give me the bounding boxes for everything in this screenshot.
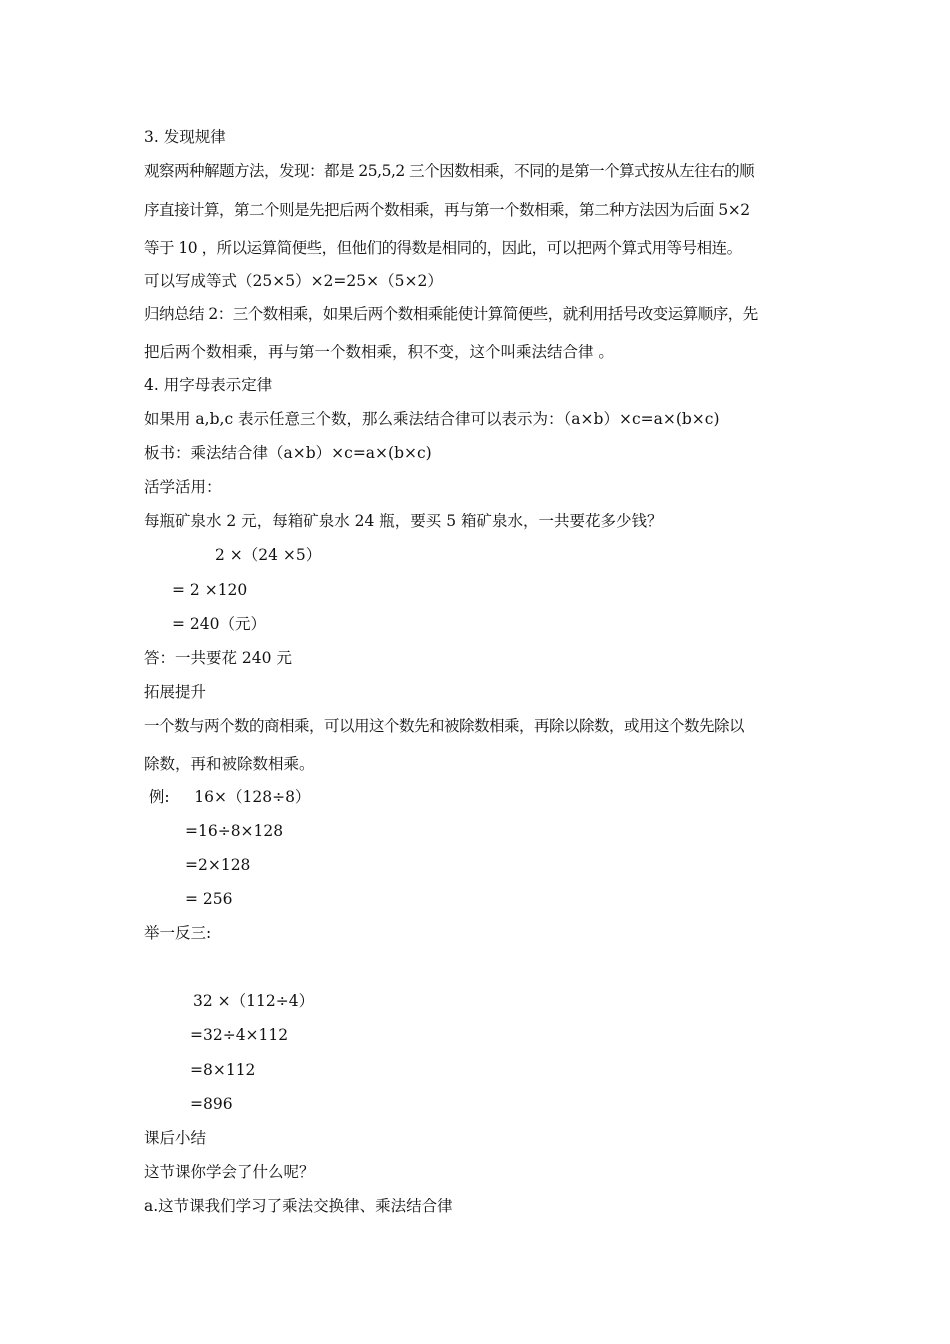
example-line: 例: 16×（128÷8） (144, 788, 311, 806)
section-heading-summary: 课后小结 (144, 1129, 207, 1147)
board-note: 板书：乘法结合律（a×b）×c=a×(b×c) (144, 444, 432, 462)
calc-step: 2 ×（24 ×5） (215, 546, 322, 564)
equation-line: 可以写成等式（25×5）×2=25×（5×2） (144, 272, 443, 290)
section-heading-extension: 拓展提升 (144, 683, 207, 701)
calc-step: 32 ×（112÷4） (193, 992, 315, 1010)
question-line: 这节课你学会了什么呢？ (144, 1163, 315, 1181)
paragraph-line: 除数，再和被除数相乘。 (144, 755, 315, 773)
word-problem: 每瓶矿泉水 2 元，每箱矿泉水 24 瓶，要买 5 箱矿泉水，一共要花多少钱？ (144, 512, 663, 530)
paragraph-line: 观察两种解题方法，发现：都是 25,5,2 三个因数相乘，不同的是第一个算式按从左往右的顺 (144, 162, 755, 180)
calc-step: =896 (190, 1095, 233, 1113)
paragraph-line: 归纳总结 2：三个数相乘，如果后两个数相乘能使计算简便些，就利用括号改变运算顺序，先 (144, 305, 758, 323)
calc-step: = 256 (185, 890, 233, 908)
calc-step: = 2 ×120 (172, 581, 248, 599)
calc-step: =16÷8×128 (185, 822, 284, 840)
calc-step: =2×128 (185, 856, 251, 874)
section-heading-letters: 4. 用字母表示定律 (144, 376, 273, 394)
paragraph-line: 序直接计算，第二个则是先把后两个数相乘，再与第一个数相乘，第二种方法因为后面 5×2 (144, 201, 750, 219)
calc-step: =32÷4×112 (190, 1026, 289, 1044)
paragraph-line: 等于 10 ，所以运算简便些，但他们的得数是相同的，因此，可以把两个算式用等号相连。 (144, 239, 742, 257)
paragraph-line: 把后两个数相乘，再与第一个数相乘，积不变，这个叫乘法结合律 。 (144, 343, 614, 361)
section-heading-analogy: 举一反三: (144, 924, 212, 942)
section-heading-discover-rule: 3. 发现规律 (144, 128, 226, 146)
calc-step: = 240（元） (172, 615, 266, 633)
section-heading-practice: 活学活用： (144, 478, 222, 496)
paragraph-line: 如果用 a,b,c 表示任意三个数，那么乘法结合律可以表示为：（a×b）×c=a×(b×c) (144, 410, 720, 428)
calc-step: =8×112 (190, 1061, 256, 1079)
answer-line: 答：一共要花 240 元 (144, 649, 292, 667)
summary-item: a.这节课我们学习了乘法交换律、乘法结合律 (144, 1197, 453, 1215)
paragraph-line: 一个数与两个数的商相乘，可以用这个数先和被除数相乘，再除以除数，或用这个数先除以 (144, 717, 745, 735)
